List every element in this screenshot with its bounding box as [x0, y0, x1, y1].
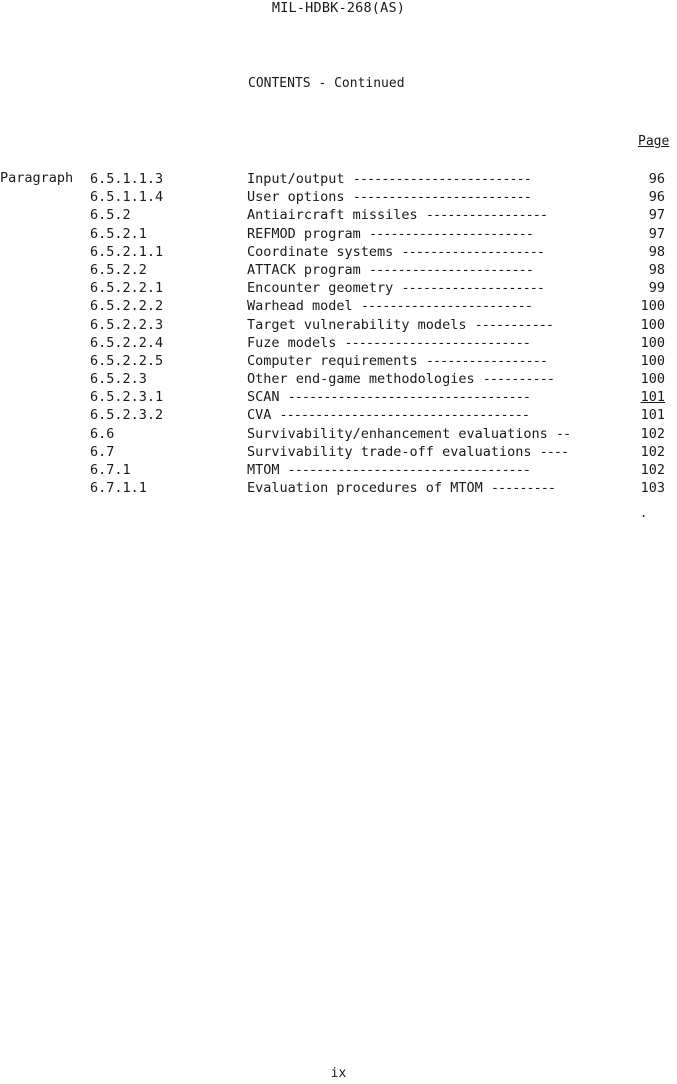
toc-title-text: Survivability trade-off evaluations — [247, 443, 532, 460]
toc-title-text: User options — [247, 189, 345, 206]
toc-page-number: 101 — [640, 389, 665, 406]
toc-row — [0, 443, 677, 461]
toc-leader: ------------------------- — [352, 171, 531, 187]
toc-row — [0, 334, 677, 352]
toc-title-text: MTOM — [247, 462, 280, 478]
toc-row — [0, 388, 677, 406]
toc-number: 6.5.2.1.1 — [90, 243, 164, 260]
toc-number: 6.5.2.1 — [90, 225, 147, 242]
toc-title-text: Computer requirements — [247, 352, 418, 369]
toc-entry-title — [247, 243, 627, 261]
toc-leader: ----------------------- — [368, 261, 533, 278]
toc-title-text: SCAN — [247, 389, 280, 406]
toc-title-text: Coordinate systems — [247, 243, 394, 260]
toc-title-text: Warhead model — [247, 298, 353, 315]
toc-entry-title — [247, 406, 627, 424]
toc-entry-title — [247, 479, 627, 497]
toc-page-number: 102 — [640, 443, 665, 460]
toc-number: 6.5.2.2.5 — [90, 352, 164, 369]
toc-number: 6.5.2.3 — [90, 371, 147, 388]
toc-entry-title — [247, 279, 627, 297]
toc-number: 6.5.2.3.1 — [90, 389, 164, 406]
toc-leader: -------------------------- — [344, 334, 530, 351]
toc-leader: ---------- — [482, 371, 554, 388]
toc-entry-title — [247, 388, 627, 406]
toc-entry-title — [247, 261, 627, 279]
document-id: MIL-HDBK-268(AS) — [271, 0, 406, 16]
toc-number: 6.5.2.2.3 — [90, 316, 164, 333]
toc-row — [0, 261, 677, 279]
toc-leader: ---------------------------------- — [287, 462, 530, 478]
toc-row — [0, 425, 677, 443]
contents-title: CONTENTS - Continued — [248, 76, 405, 91]
toc-number: 6.5.2.2.4 — [90, 334, 164, 351]
toc-entry-title — [247, 334, 627, 352]
toc-title-text: Other end-game methodologies — [247, 371, 475, 388]
toc-page-number: 100 — [640, 371, 665, 388]
toc-leader: ----------------------------------- — [279, 407, 530, 424]
toc-row — [0, 188, 677, 206]
toc-page-number: 97 — [648, 225, 665, 242]
toc-title-text: Fuze models — [247, 334, 337, 351]
toc-leader: ----------------- — [425, 207, 547, 224]
toc-number: 6.5.2.2.2 — [90, 298, 164, 315]
toc-leader: -- — [555, 425, 571, 442]
toc-row — [0, 279, 677, 297]
toc-page-number: 102 — [640, 425, 665, 442]
toc-number: 6.5.2 — [90, 207, 131, 224]
toc-page-number: 101 — [640, 407, 665, 424]
toc-page-number: 100 — [640, 298, 665, 315]
toc-number: 6.5.1.1.4 — [90, 189, 164, 206]
toc-row — [0, 352, 677, 370]
toc-page-number: 103 — [640, 480, 665, 497]
toc-number: 6.6 — [90, 425, 115, 442]
toc-page-number: 98 — [648, 261, 665, 278]
toc-title-text: Antiaircraft missiles — [247, 207, 418, 224]
toc-leader: -------------------- — [401, 280, 545, 297]
toc-entry-title — [247, 352, 627, 370]
toc-leader: -------------------- — [401, 243, 545, 260]
toc-title-text: Input/output — [247, 171, 345, 187]
toc-title-text: REFMOD program — [247, 225, 361, 242]
toc-entry-title — [247, 461, 627, 479]
toc-title-text: Encounter geometry — [247, 280, 394, 297]
toc-leader: ---------------------------------- — [287, 389, 530, 406]
toc-page-number: 102 — [640, 462, 665, 478]
toc-entry-title — [247, 297, 627, 315]
toc-number: 6.7 — [90, 443, 115, 460]
toc-page-number: 99 — [648, 280, 665, 297]
toc-page-number: 97 — [648, 207, 665, 224]
toc-entry-title — [247, 188, 627, 206]
toc-entry-title — [247, 370, 627, 388]
toc-row — [0, 297, 677, 315]
toc-entry-title — [247, 316, 627, 334]
toc-number: 6.7.1.1 — [90, 480, 147, 497]
toc-title-text: Evaluation procedures of MTOM — [247, 480, 483, 497]
toc-number: 6.5.2.2.1 — [90, 280, 164, 297]
table-of-contents — [0, 170, 677, 497]
toc-row — [0, 243, 677, 261]
stray-mark: . — [640, 506, 648, 520]
toc-page-number: 100 — [640, 316, 665, 333]
toc-leader: ------------------------ — [360, 298, 532, 315]
toc-number: 6.5.2.2 — [90, 261, 147, 278]
page-column-header: Page — [638, 134, 670, 149]
toc-entry-title — [247, 170, 627, 188]
toc-row — [0, 225, 677, 243]
toc-title-text: Survivability/enhancement evaluations — [247, 425, 548, 442]
toc-row — [0, 479, 677, 497]
toc-page-number: 100 — [640, 352, 665, 369]
toc-entry-title — [247, 425, 627, 443]
toc-page-number: 98 — [648, 243, 665, 260]
toc-leader: --------- — [490, 480, 555, 497]
toc-row — [0, 316, 677, 334]
toc-leader: ------------------------- — [352, 189, 531, 206]
toc-title-text: ATTACK program — [247, 261, 361, 278]
toc-page-number: 100 — [640, 334, 665, 351]
toc-leader: ----------------------- — [368, 225, 533, 242]
toc-leader: ----------- — [474, 316, 553, 333]
toc-leader: ----------------- — [425, 352, 547, 369]
toc-entry-title — [247, 225, 627, 243]
toc-number: 6.5.2.3.2 — [90, 407, 164, 424]
toc-row — [0, 370, 677, 388]
toc-page-number: 96 — [648, 171, 665, 187]
toc-entry-title — [247, 443, 627, 461]
toc-row — [0, 406, 677, 424]
toc-title-text: Target vulnerability models — [247, 316, 467, 333]
toc-number: 6.7.1 — [90, 462, 131, 478]
toc-entry-title — [247, 206, 627, 224]
page-number: ix — [330, 1066, 347, 1081]
toc-page-number: 96 — [648, 189, 665, 206]
paragraph-label: Paragraph — [0, 170, 74, 186]
toc-leader: ---- — [539, 443, 569, 460]
toc-title-text: CVA — [247, 407, 272, 424]
toc-row — [0, 461, 677, 479]
toc-row — [0, 206, 677, 224]
toc-number: 6.5.1.1.3 — [90, 171, 164, 187]
toc-row — [0, 170, 677, 188]
